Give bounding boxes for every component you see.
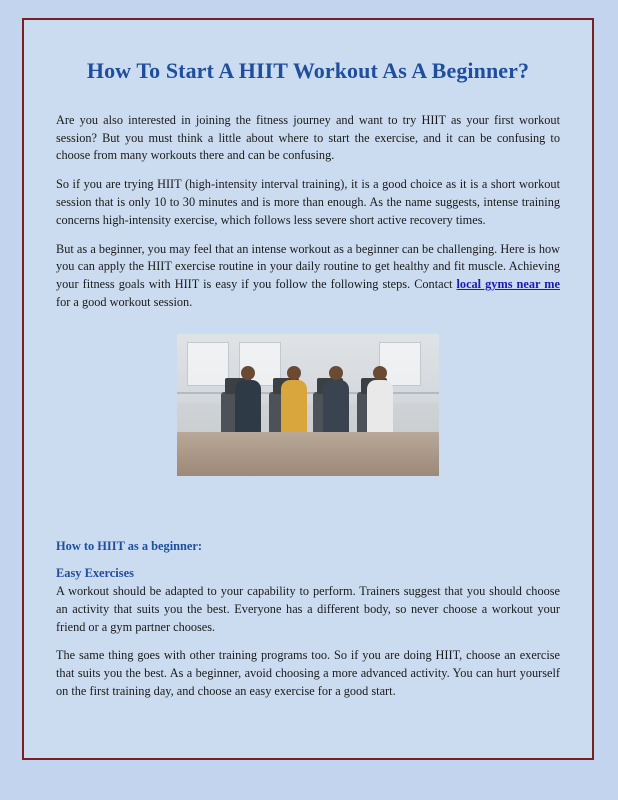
head-shape [241, 366, 255, 380]
head-shape [329, 366, 343, 380]
intro-paragraphs [56, 112, 560, 312]
floor-shape [177, 432, 439, 476]
document-content [34, 30, 582, 748]
subheading: How to HIIT as a beginner: [56, 538, 203, 553]
paragraph-3-after-link: for a good workout session. [56, 295, 193, 310]
gym-treadmill-photo [177, 334, 439, 476]
paragraph-2: So if you are trying HIIT (high-intensity interval training), it is a good choice as it is a short workout session that is only 10 to 30 minutes and is more than enough. As the name suggests, intense training concerns high-intensity exercise, which follows less severe short active recovery times. [56, 177, 560, 227]
head-shape [287, 366, 301, 380]
wall-line [177, 392, 439, 394]
section-heading-easy-exercises: Easy Exercises [56, 565, 134, 580]
document-page [22, 18, 594, 760]
head-shape [373, 366, 387, 380]
paragraph-1: Are you also interested in joining the fitness journey and want to try HIIT as your first workout session? But you must think a little about where to start the exercise, and it can be confusing to choose from many workouts there and can be confusing. [56, 112, 560, 163]
paragraph-3-before-link: But as a beginner, you may feel that an intense workout as a beginner can be challenging. Here is how you can apply the HIIT exercise routine in your daily routine to get healthy and fit muscle. Achieving your fitness goals with HIIT is easy if you follow the following steps. Contact [56, 241, 560, 292]
paragraph-3 [56, 241, 560, 312]
page-title: How To Start A HIIT Workout As A Beginner? [86, 58, 530, 83]
figure [56, 334, 560, 481]
how-to-section [56, 539, 560, 701]
section-paragraph-1: A workout should be adapted to your capability to perform. Trainers suggest that you should choose an activity that suits you the best. Everyone has a different body, so never choose a workout your friend or a gym partner chooses. [56, 583, 560, 634]
window-shape [187, 342, 229, 386]
section-paragraph-2: The same thing goes with other training programs too. So if you are doing HIIT, choose an exercise that suits you the best. As a beginner, avoid choosing a more advanced activity. You can hurt yourself on the first training day, and choose an easy exercise for a good start. [56, 648, 560, 699]
local-gyms-near-me-link[interactable]: local gyms near me [456, 277, 560, 292]
